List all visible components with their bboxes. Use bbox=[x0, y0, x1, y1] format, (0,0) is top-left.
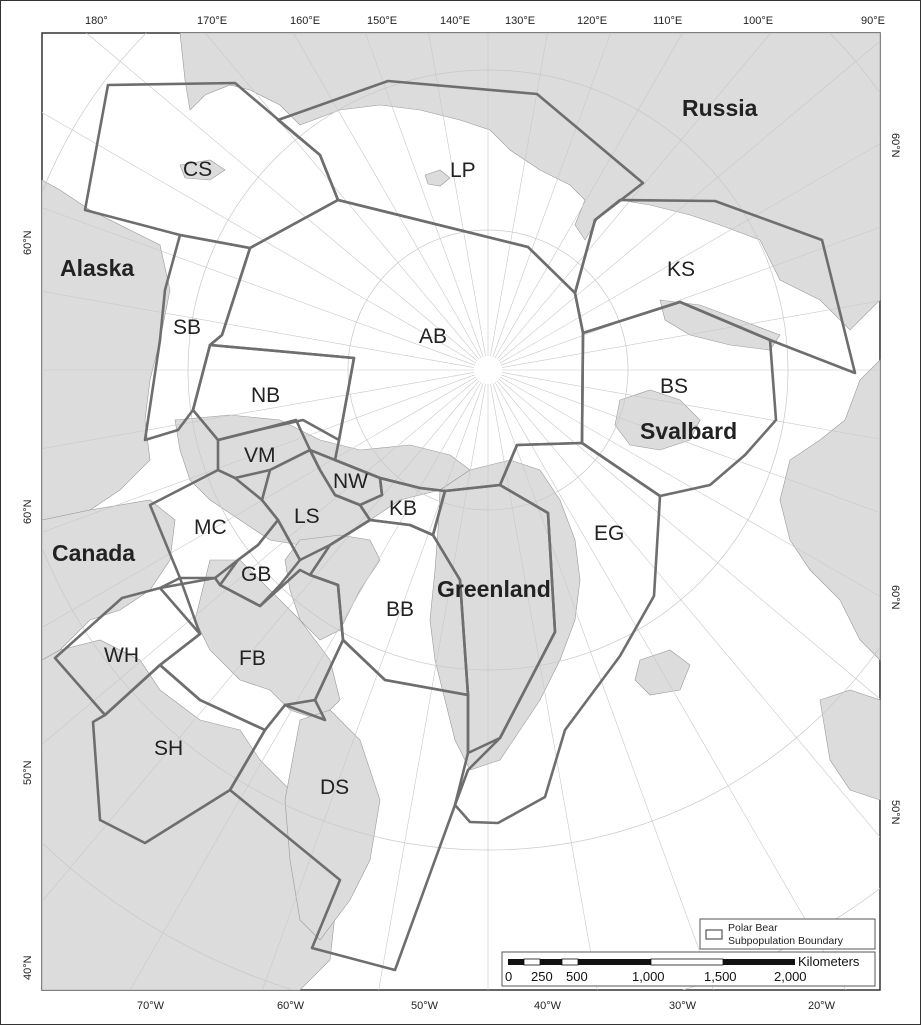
tick-top-1: 170°E bbox=[197, 15, 228, 27]
tick-top-7: 110°E bbox=[653, 15, 683, 27]
label-russia: Russia bbox=[682, 95, 758, 121]
label-nw: NW bbox=[333, 470, 368, 493]
longitude-ticks-top bbox=[85, 15, 885, 27]
tick-top-2: 160°E bbox=[290, 15, 321, 27]
label-ds: DS bbox=[320, 776, 350, 799]
label-fb: FB bbox=[239, 647, 266, 670]
label-vm: VM bbox=[244, 444, 276, 467]
label-canada: Canada bbox=[52, 540, 136, 566]
tick-bottom-5: 20°W bbox=[808, 1000, 836, 1012]
label-ls: LS bbox=[294, 505, 320, 528]
label-greenland: Greenland bbox=[437, 576, 551, 602]
tick-left-0: 60°N bbox=[22, 230, 34, 255]
legend-swatch bbox=[706, 930, 722, 939]
label-ks: KS bbox=[667, 258, 696, 281]
legend-line-1: Polar Bear bbox=[728, 922, 778, 934]
scale-label-500: 500 bbox=[566, 969, 588, 984]
scale-bar bbox=[502, 952, 875, 986]
tick-top-3: 150°E bbox=[367, 15, 398, 27]
tick-top-4: 140°E bbox=[440, 15, 471, 27]
tick-right-2: 50°N bbox=[889, 800, 901, 825]
label-sh: SH bbox=[154, 737, 184, 760]
label-nb: NB bbox=[251, 384, 281, 407]
tick-bottom-4: 30°W bbox=[669, 1000, 697, 1012]
scale-unit: Kilometers bbox=[798, 954, 860, 969]
label-eg: EG bbox=[594, 522, 625, 545]
tick-left-3: 40°N bbox=[22, 955, 34, 980]
longitude-ticks-bottom bbox=[137, 1000, 836, 1012]
label-kb: KB bbox=[389, 497, 418, 520]
scale-label-2000: 2,000 bbox=[774, 969, 807, 984]
label-bb: BB bbox=[386, 598, 415, 621]
label-lp: LP bbox=[450, 159, 476, 182]
tick-bottom-2: 50°W bbox=[411, 1000, 439, 1012]
label-wh: WH bbox=[104, 644, 139, 667]
tick-top-6: 120°E bbox=[577, 15, 608, 27]
legend bbox=[700, 919, 875, 949]
tick-bottom-0: 70°W bbox=[137, 1000, 165, 1012]
scale-label-1500: 1,500 bbox=[704, 969, 737, 984]
label-ab: AB bbox=[419, 325, 448, 348]
label-mc: MC bbox=[194, 516, 227, 539]
label-gb: GB bbox=[241, 563, 272, 586]
scale-label-250: 250 bbox=[531, 969, 553, 984]
tick-right-1: 60°N bbox=[889, 585, 901, 610]
tick-left-2: 50°N bbox=[22, 760, 34, 785]
latitude-ticks-left bbox=[22, 230, 34, 980]
label-cs: CS bbox=[183, 158, 213, 181]
tick-bottom-1: 60°W bbox=[277, 1000, 305, 1012]
label-svalbard: Svalbard bbox=[640, 418, 738, 444]
tick-top-8: 100°E bbox=[743, 15, 774, 27]
latitude-ticks-right bbox=[889, 133, 901, 825]
tick-top-0: 180° bbox=[85, 15, 108, 27]
tick-right-0: 60°N bbox=[889, 133, 901, 158]
scale-label-1000: 1,000 bbox=[632, 969, 665, 984]
tick-top-5: 130°E bbox=[505, 15, 536, 27]
label-sb: SB bbox=[173, 316, 202, 339]
north-pole-mask bbox=[474, 356, 502, 384]
tick-top-9: 90°E bbox=[861, 15, 885, 27]
label-alaska: Alaska bbox=[60, 255, 135, 281]
tick-left-1: 60°N bbox=[22, 499, 34, 524]
legend-line-2: Subpopulation Boundary bbox=[728, 935, 844, 947]
label-bs: BS bbox=[660, 375, 689, 398]
tick-bottom-3: 40°W bbox=[534, 1000, 562, 1012]
scale-label-0: 0 bbox=[505, 969, 513, 984]
